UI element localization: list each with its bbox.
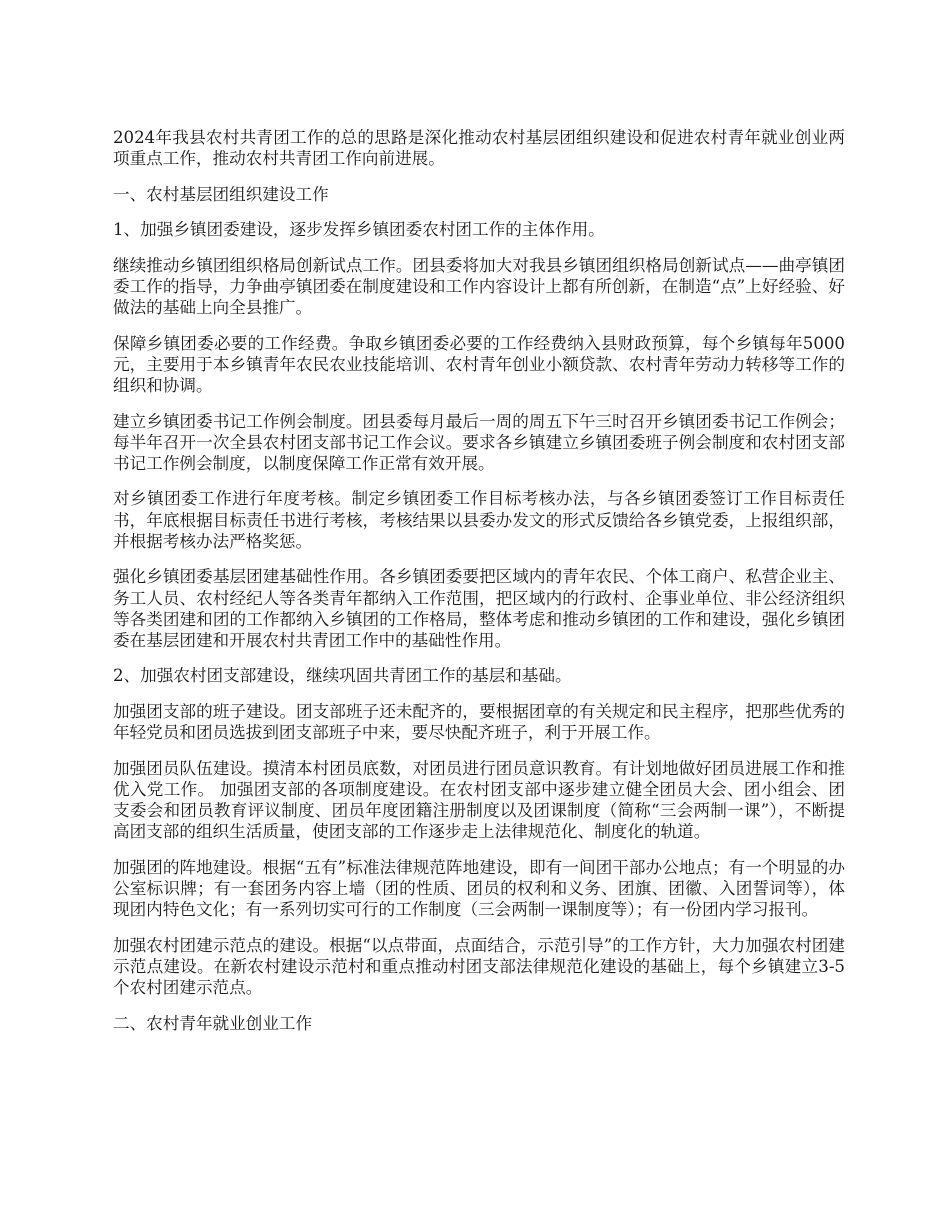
section-heading-2: 二、农村青年就业创业工作 xyxy=(113,1013,313,1033)
subsection-heading-2: 2、加强农村团支部建设，继续巩固共青团工作的基层和基础。 xyxy=(113,666,572,686)
body-paragraph: 强化乡镇团委基层团建基础性作用。各乡镇团委要把区域内的青年农民、个体工商户、私营企业主、务工人员、农村经纪人等各类青年都纳入工作范围，把区域内的行政村、企事业单位、非公经济组织等各类团建和团的工作都纳入乡镇团的工作格局，整体考虑和推动乡镇团的工作和建设，强化乡镇团委在基层团建和开展农村共青团工作中的基础性作用。 xyxy=(113,567,845,650)
subsection-heading-1: 1、加强乡镇团委建设，逐步发挥乡镇团委农村团工作的主体作用。 xyxy=(113,220,605,240)
section-heading-1: 一、农村基层团组织建设工作 xyxy=(113,184,329,204)
body-paragraph: 加强农村团建示范点的建设。根据“以点带面，点面结合，示范引导”的工作方针，大力加强农村团建示范点建设。在新农村建设示范村和重点推动村团支部法律规范化建设的基础上，每个乡镇建立3-5个农村团建示范点。 xyxy=(113,935,845,998)
document-body xyxy=(113,127,845,1048)
body-paragraph: 保障乡镇团委必要的工作经费。争取乡镇团委必要的工作经费纳入县财政预算，每个乡镇每年5000元，主要用于本乡镇青年农民农业技能培训、农村青年创业小额贷款、农村青年劳动力转移等工作的组织和协调。 xyxy=(113,333,845,396)
body-paragraph: 加强团的阵地建设。根据“五有”标准法律规范阵地建设，即有一间团干部办公地点；有一个明显的办公室标识牌；有一套团务内容上墙（团的性质、团员的权利和义务、团旗、团徽、入团誓词等），体现团内特色文化；有一系列切实可行的工作制度（三会两制一课制度等）；有一份团内学习报刊。 xyxy=(113,857,845,920)
body-paragraph: 建立乡镇团委书记工作例会制度。团县委每月最后一周的周五下午三时召开乡镇团委书记工作例会；每半年召开一次全县农村团支部书记工作会议。要求各乡镇建立乡镇团委班子例会制度和农村团支部书记工作例会制度，以制度保障工作正常有效开展。 xyxy=(113,411,845,473)
body-paragraph: 加强团支部的班子建设。团支部班子还未配齐的，要根据团章的有关规定和民主程序，把那些优秀的年轻党员和团员选拔到团支部班子中来，要尽快配齐班子，利于开展工作。 xyxy=(113,701,845,743)
body-paragraph: 继续推动乡镇团组织格局创新试点工作。团县委将加大对我县乡镇团组织格局创新试点——曲亭镇团委工作的指导，力争曲亭镇团委在制度建设和工作内容设计上都有所创新，在制造“点”上好经验、好做法的基础上向全县推广。 xyxy=(113,255,845,318)
intro-paragraph: 2024年我县农村共青团工作的总的思路是深化推动农村基层团组织建设和促进农村青年就业创业两项重点工作，推动农村共青团工作向前进展。 xyxy=(113,128,845,169)
body-paragraph: 对乡镇团委工作进行年度考核。制定乡镇团委工作目标考核办法，与各乡镇团委签订工作目标责任书，年底根据目标责任书进行考核，考核结果以县委办发文的形式反馈给各乡镇党委，上报组织部，并根据考核办法严格奖惩。 xyxy=(113,489,845,551)
body-paragraph: 加强团员队伍建设。摸清本村团员底数，对团员进行团员意识教育。有计划地做好团员进展工作和推优入党工作。 加强团支部的各项制度建设。在农村团支部中逐步建立健全团员大会、团小组会、团支委会和团员教育评议制度、团员年度团籍注册制度以及团课制度（简称“三会两制一课”），不断提高团支部的组织生活质量，使团支部的工作逐步走上法律规范化、制度化的轨道。 xyxy=(113,758,845,842)
